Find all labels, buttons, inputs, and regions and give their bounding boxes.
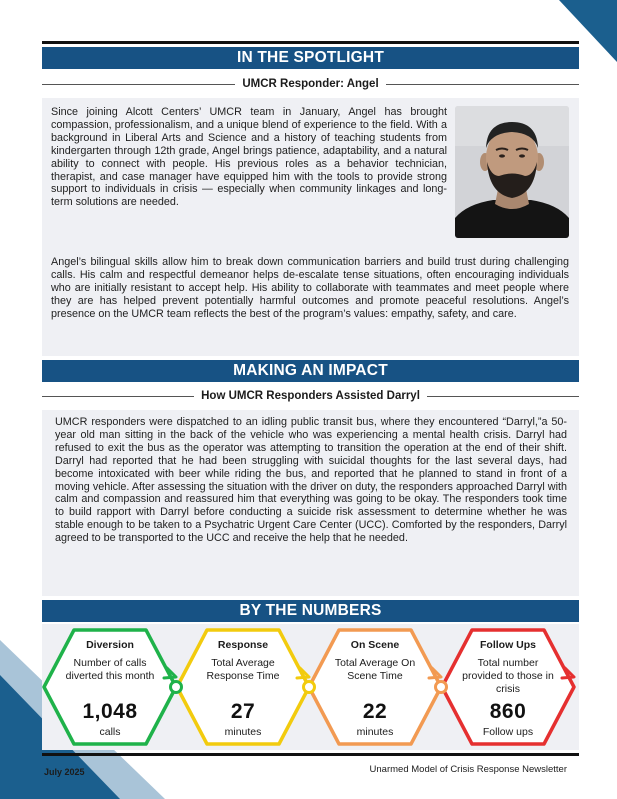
stat-title: Follow Ups [480,639,536,651]
stat-description: Total number provided to those in crisis [462,657,554,695]
stat-unit: Follow ups [482,726,534,738]
connector-ring [436,682,447,693]
stat-unit: calls [99,726,121,738]
stat-title: Diversion [86,639,134,651]
stat-title: Response [217,639,269,651]
impact-story: UMCR responders were dispatched to an idling public transit bus, where they encountered “Darryl,”a 50-year old man sitting in the back of the vehicle who was experiencing a mental health crisis. Darryl had refused to exit the bus as the operator was attempting to transition the operation at the end of their shift. Darryl had reported that he had been struggling with suicidal thoughts for the last several days, had become intoxicated with beer while riding the bus, and reported that he planned to stand in front of a moving vehicle. After assessing the situation with the driver on duty, the responders approached Darryl with calm and compassion and reassured him that everything was going to be okay. The responders took time to build rapport with Darryl before conducting a suicide risk assessment to determine whether he was stable enough to be taken to a Psychatric Urgent Care Center (UCC). Comforted by the responders, Darryl agreed to be transported to the UCC and receive the help that he needed. [55,416,567,545]
connector-ring [304,682,315,693]
impact-subheading-text: How UMCR Responders Assisted Darryl [201,390,420,402]
newsletter-date: July 2025 [44,767,85,777]
stat-value: 22 [362,700,388,723]
spotlight-paragraph-2: Angel’s bilingual skills allow him to break down communication barriers and build trust during challenging calls. His calm and respectful demeanor helps de-escalate tense situations, often encouraging individuals who are initially resistant to accept help. His ability to collaborate with teammates and meet people where they are has helped prevent potentially harmful outcomes and promote peaceful resolutions. Angel’s presence on the UMCR team reflects the best of the program’s values: empathy, safety, and care. [51,256,569,320]
spotlight-banner: IN THE SPOTLIGHT [42,47,579,69]
spotlight-subheading-text: UMCR Responder: Angel [242,78,379,90]
stat-unit: minutes [224,726,262,738]
connector-ring [171,682,182,693]
stat-value: 860 [489,700,527,723]
stat-value: 27 [230,700,256,723]
stat-description: Total Average On Scene Time [334,657,416,682]
stat-description: Total Average Response Time [206,657,280,682]
spotlight-paragraph-1: Since joining Alcott Centers’ UMCR team in January, Angel has brought compassion, professionalism, and a unique blend of experience to the field. With a background in Liberal Arts and Science and a history of teaching students from kindergarten through 12th grade, Angel brings patience, adaptability, and a natural ability to connect with people. His previous roles as a behavior technician, therapist, and case manager have equipped him with the tools to provide strong support to individuals in crisis — especially when community linkages and long-term solutions are needed. [51,106,447,209]
stat-description: Number of calls diverted this month [65,657,155,682]
stat-title: On Scene [350,639,400,651]
stat-value: 1,048 [82,700,138,723]
bottom-rule [42,753,579,756]
impact-banner: MAKING AN IMPACT [42,360,579,382]
newsletter-title: Unarmed Model of Crisis Response Newsletter [369,764,567,775]
stat-unit: minutes [356,726,394,738]
numbers-banner: BY THE NUMBERS [42,600,579,622]
